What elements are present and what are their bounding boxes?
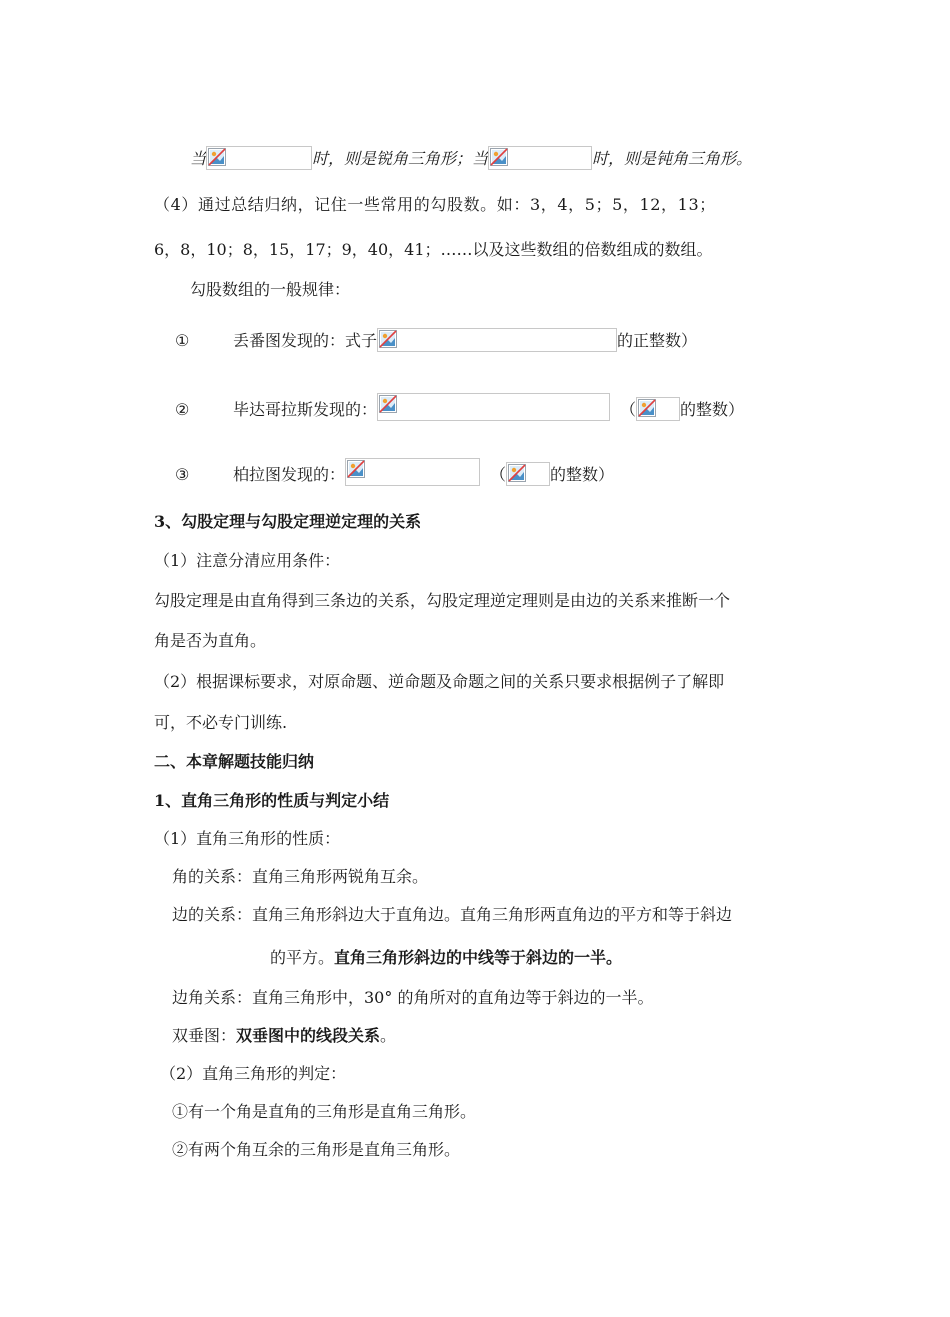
paragraph: （2）直角三角形的判定： [160, 1064, 347, 1083]
list-item: ②有两个角互余的三角形是直角三角形。 [172, 1140, 461, 1159]
formula-image [488, 146, 592, 170]
condition-line: 当 时，则是锐角三角形；当 时，则是钝角三角形。 [190, 146, 752, 170]
broken-image-icon [490, 148, 508, 166]
paragraph: （1）直角三角形的性质： [154, 829, 341, 848]
paragraph: 勾股数组的一般规律： [190, 280, 351, 299]
section-heading: 1、直角三角形的性质与判定小结 [154, 791, 390, 810]
formula-image [377, 393, 610, 421]
broken-image-icon [347, 460, 365, 478]
formula-image [377, 328, 617, 352]
formula-image [206, 146, 312, 170]
paragraph: 双垂图：双垂图中的线段关系。 [172, 1026, 397, 1045]
broken-image-icon [379, 330, 397, 348]
paragraph: 边角关系：直角三角形中，30° 的角所对的直角边等于斜边的一半。 [172, 988, 654, 1007]
broken-image-icon [508, 464, 526, 482]
list-item: ③ 柏拉图发现的： （ 的整数） [175, 458, 614, 486]
paragraph: 角的关系：直角三角形两锐角互余。 [172, 867, 429, 886]
list-item: ① 丢番图发现的：式子 的正整数） [175, 328, 697, 352]
broken-image-icon [379, 395, 397, 413]
list-item: ② 毕达哥拉斯发现的： （ 的整数） [175, 393, 744, 421]
formula-image [345, 458, 480, 486]
broken-image-icon [208, 148, 226, 166]
paragraph: 角是否为直角。 [154, 631, 267, 650]
chapter-heading: 二、本章解题技能归纳 [154, 752, 315, 771]
paragraph: （2）根据课标要求，对原命题、逆命题及命题之间的关系只要求根据例子了解即 [154, 672, 725, 691]
list-item: ①有一个角是直角的三角形是直角三角形。 [172, 1102, 477, 1121]
paragraph: 可，不必专门训练. [154, 713, 288, 732]
section-heading: 3、勾股定理与勾股定理逆定理的关系 [154, 512, 422, 531]
paragraph: 的平方。直角三角形斜边的中线等于斜边的一半。 [270, 948, 623, 967]
paragraph: 边的关系：直角三角形斜边大于直角边。直角三角形两直角边的平方和等于斜边 [172, 905, 733, 924]
formula-image [506, 462, 550, 486]
paragraph: 6，8，10；8，15，17；9，40，41；……以及这些数组的倍数组成的数组。 [154, 240, 713, 259]
paragraph: （4）通过总结归纳，记住一些常用的勾股数。如：3，4，5；5，12，13； [154, 195, 716, 214]
paragraph: （1）注意分清应用条件： [154, 551, 341, 570]
formula-image [636, 397, 680, 421]
broken-image-icon [638, 399, 656, 417]
paragraph: 勾股定理是由直角得到三条边的关系，勾股定理逆定理则是由边的关系来推断一个 [154, 591, 731, 610]
